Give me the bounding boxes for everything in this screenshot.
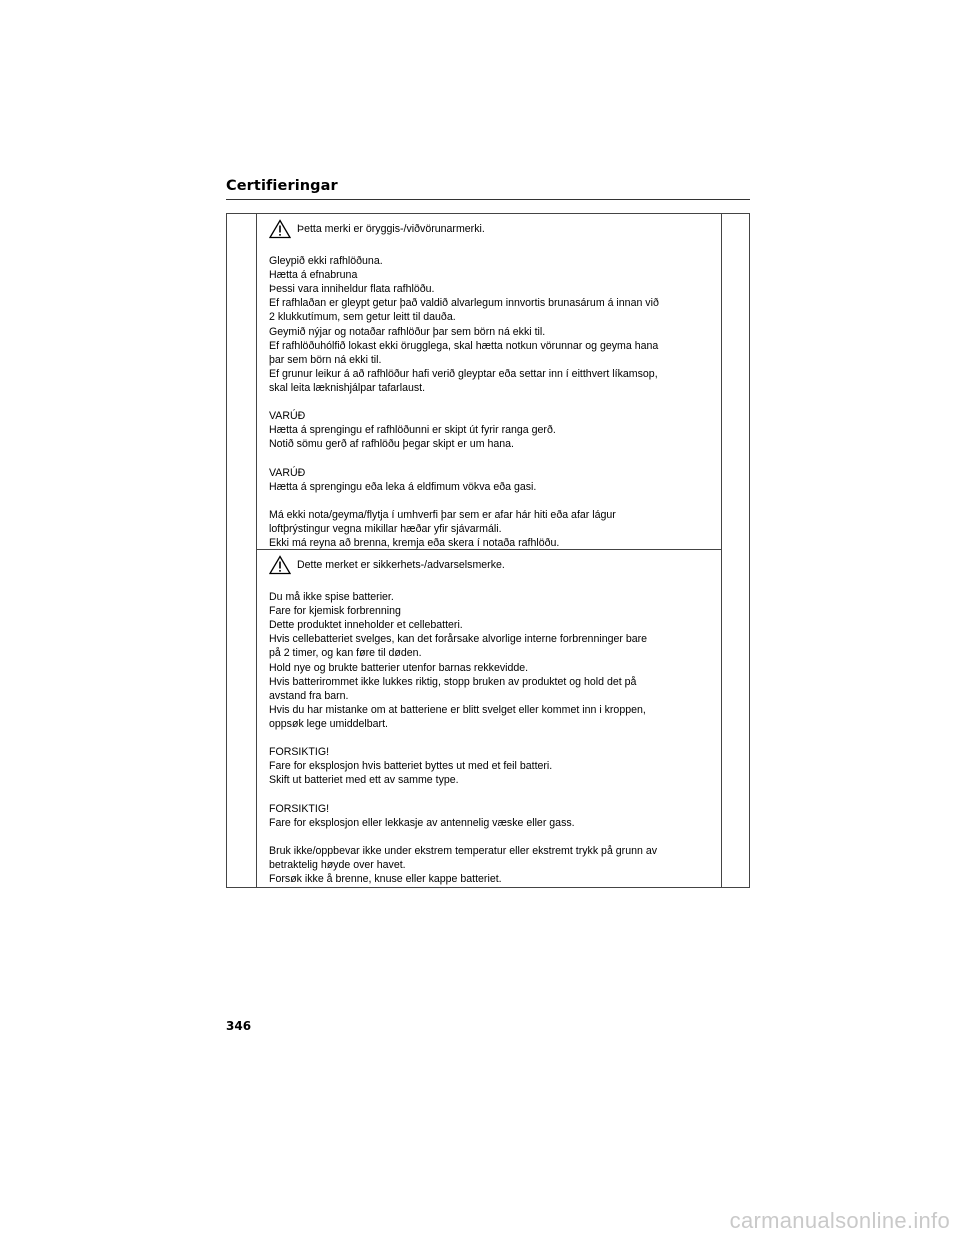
caution-line: Fare for eksplosjon hvis batteriet byttes ut med et feil batteri. (269, 760, 553, 773)
title-divider (226, 199, 750, 200)
norwegian-icon-heading: Dette merket er sikkerhets-/advarselsmerke. (297, 558, 505, 571)
paragraph-line: Dette produktet inneholder et cellebatteri. (269, 619, 463, 632)
warning-triangle-icon (269, 555, 291, 575)
paragraph-line: Hvis batterirommet ikke lukkes riktig, stopp bruken av produktet og hold det på (269, 675, 637, 688)
paragraph-line: Hold nye og brukte batterier utenfor barnas rekkevidde. (269, 661, 529, 674)
paragraph-line: Ef rafhlaðan er gleypt getur það valdið alvarlegum innvortis brunasárum á innan við (269, 297, 659, 310)
paragraph-line: þar sem börn ná ekki til. (269, 353, 382, 366)
caution-label: FORSIKTIG! (269, 746, 330, 759)
norwegian-warning-cell (256, 549, 722, 888)
final-line: Ekki má reyna að brenna, kremja eða skera í notaða rafhlöðu. (269, 536, 560, 549)
icelandic-warning-cell (256, 213, 722, 549)
final-line: loftþrýstingur vegna mikillar hæðar yfir sjávarmáli. (269, 522, 502, 535)
caution-line: Skift ut batteriet med ett av samme type. (269, 774, 459, 787)
final-line: Bruk ikke/oppbevar ikke under ekstrem temperatur eller ekstremt trykk på grunn av (269, 844, 658, 857)
paragraph-line: Fare for kjemisk forbrenning (269, 605, 401, 618)
paragraph-line: Hvis du har mistanke om at batteriene er blitt svelget eller kommet inn i kroppen, (269, 703, 646, 716)
icelandic-heading-row (269, 218, 714, 240)
paragraph-line: avstand fra barn. (269, 689, 349, 702)
warning-triangle-icon (269, 219, 291, 239)
final-line: Forsøk ikke å brenne, knuse eller kappe batteriet. (269, 872, 502, 885)
final-line: betraktelig høyde over havet. (269, 858, 406, 871)
section-title: Certifieringar (226, 178, 338, 194)
caution-line: Fare for eksplosjon eller lekkasje av antennelig væske eller gass. (269, 816, 575, 829)
paragraph-line: Gleypið ekki rafhlöðuna. (269, 255, 383, 268)
watermark: carmanualsonline.info (729, 1208, 950, 1233)
caution-label: FORSIKTIG! (269, 802, 330, 815)
caution-line: Hætta á sprengingu ef rafhlöðunni er skipt út fyrir ranga gerð. (269, 424, 556, 437)
paragraph-line: Hætta á efnabruna (269, 269, 358, 282)
paragraph-line: Þessi vara inniheldur flata rafhlöðu. (269, 283, 435, 296)
paragraph-line: Ef rafhlöðuhólfið lokast ekki örugglega, skal hætta notkun vörunnar og geyma hana (269, 339, 659, 352)
final-line: Má ekki nota/geyma/flytja í umhverfi þar sem er afar hár hiti eða afar lágur (269, 508, 616, 521)
paragraph-line: Du må ikke spise batterier. (269, 591, 394, 604)
caution-label: VARÚÐ (269, 410, 306, 423)
paragraph-line: Hvis cellebatteriet svelges, kan det forårsake alvorlige interne forbrenninger bare (269, 633, 648, 646)
paragraph-line: skal leita læknishjálpar tafarlaust. (269, 381, 426, 394)
paragraph-line: Ef grunur leikur á að rafhlöður hafi verið gleyptar eða settar inn í eitthvert líkamsop, (269, 367, 658, 380)
caution-label: VARÚÐ (269, 466, 306, 479)
paragraph-line: Geymið nýjar og notaðar rafhlöður þar sem börn ná ekki til. (269, 325, 546, 338)
paragraph-line: på 2 timer, og kan føre til døden. (269, 647, 422, 660)
page-number: 346 (226, 1019, 252, 1033)
paragraph-line: oppsøk lege umiddelbart. (269, 717, 388, 730)
paragraph-line: 2 klukkutímum, sem getur leitt til dauða. (269, 311, 456, 324)
norwegian-heading-row (269, 554, 714, 576)
icelandic-icon-heading: Þetta merki er öryggis-/viðvörunarmerki. (297, 222, 485, 235)
caution-line: Hætta á sprengingu eða leka á eldfimum vökva eða gasi. (269, 480, 537, 493)
caution-line: Notið sömu gerð af rafhlöðu þegar skipt er um hana. (269, 438, 514, 451)
